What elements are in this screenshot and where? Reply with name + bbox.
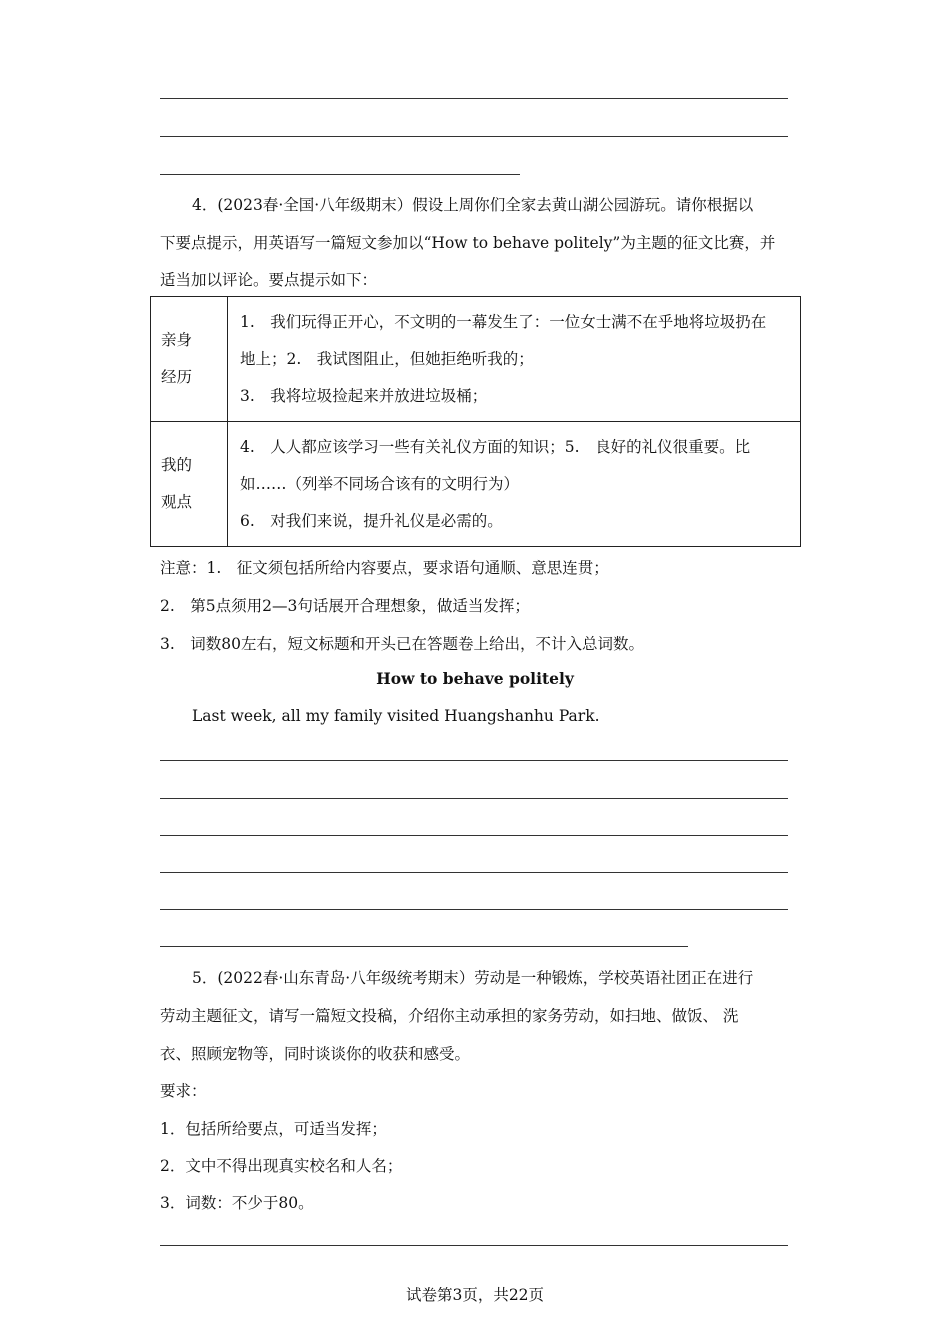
answer-line: [160, 136, 788, 137]
question5-line2: 劳动主题征文，请写一篇短文投稿，介绍你主动承担的家务劳动，如扫地、做饭、 洗: [160, 1007, 739, 1025]
essay-title: How to behave politely: [376, 669, 574, 688]
answer-line: [160, 946, 688, 947]
table-row: [151, 422, 801, 547]
row-head-line: 亲身: [161, 331, 193, 349]
answer-line: [160, 98, 788, 99]
table-row-body: [228, 422, 801, 547]
page-footer: 试卷第3页，共22页: [405, 1286, 545, 1304]
answer-line: [160, 798, 788, 799]
point-line: 3. 我将垃圾捡起来并放进垃圾桶；: [240, 386, 488, 405]
row-head-line: 我的: [161, 456, 193, 474]
note-line: 3. 词数80左右，短文标题和开头已在答题卷上给出，不计入总词数。: [160, 635, 645, 653]
note-line: 2. 第5点须用2—3句话展开合理想象，做适当发挥；: [160, 597, 530, 615]
essay-opening: Last week, all my family visited Huangshanhu Park.: [192, 707, 600, 725]
answer-line: [160, 760, 788, 761]
question4-line3: 适当加以评论。要点提示如下：: [160, 271, 378, 289]
key-points-table: [150, 296, 801, 547]
requirement-line: 3．词数：不少于80。: [160, 1194, 314, 1212]
answer-line: [160, 872, 788, 873]
question5-line3: 衣、照顾宠物等，同时谈谈你的收获和感受。: [160, 1045, 471, 1063]
question5-line1: 5．(2022春·山东青岛·八年级统考期末）劳动是一种锻炼，学校英语社团正在进行: [192, 969, 754, 987]
table-row-head: [151, 297, 228, 422]
answer-line: [160, 835, 788, 836]
requirement-line: 1．包括所给要点，可适当发挥；: [160, 1120, 387, 1138]
point-line: 4. 人人都应该学习一些有关礼仪方面的知识；5. 良好的礼仪很重要。比: [240, 437, 751, 456]
table-row: [151, 297, 801, 422]
requirement-line: 2．文中不得出现真实校名和人名；: [160, 1157, 403, 1175]
answer-line: [160, 909, 788, 910]
point-line: 地上；2. 我试图阻止，但她拒绝听我的；: [240, 349, 534, 368]
row-head-line: 经历: [161, 368, 193, 386]
point-line: 6. 对我们来说，提升礼仪是必需的。: [240, 511, 503, 530]
point-line: 1. 我们玩得正开心，不文明的一幕发生了：一位女士满不在乎地将垃圾扔在: [240, 312, 767, 331]
note-line: 注意：1. 征文须包括所给内容要点，要求语句通顺、意思连贯；: [160, 559, 609, 577]
requirements-label: 要求：: [160, 1082, 207, 1100]
answer-line: [160, 174, 520, 175]
table-row-head: [151, 422, 228, 547]
table-row-body: [228, 297, 801, 422]
answer-line: [160, 1245, 788, 1246]
row-head-line: 观点: [161, 493, 193, 511]
question4-line1: 4．(2023春·全国·八年级期末）假设上周你们全家去黄山湖公园游玩。请你根据以: [192, 196, 754, 214]
question4-line2: 下要点提示，用英语写一篇短文参加以“How to behave politely”为主题的征文比赛，并: [160, 234, 776, 252]
point-line: 如……（列举不同场合该有的文明行为）: [240, 474, 520, 493]
